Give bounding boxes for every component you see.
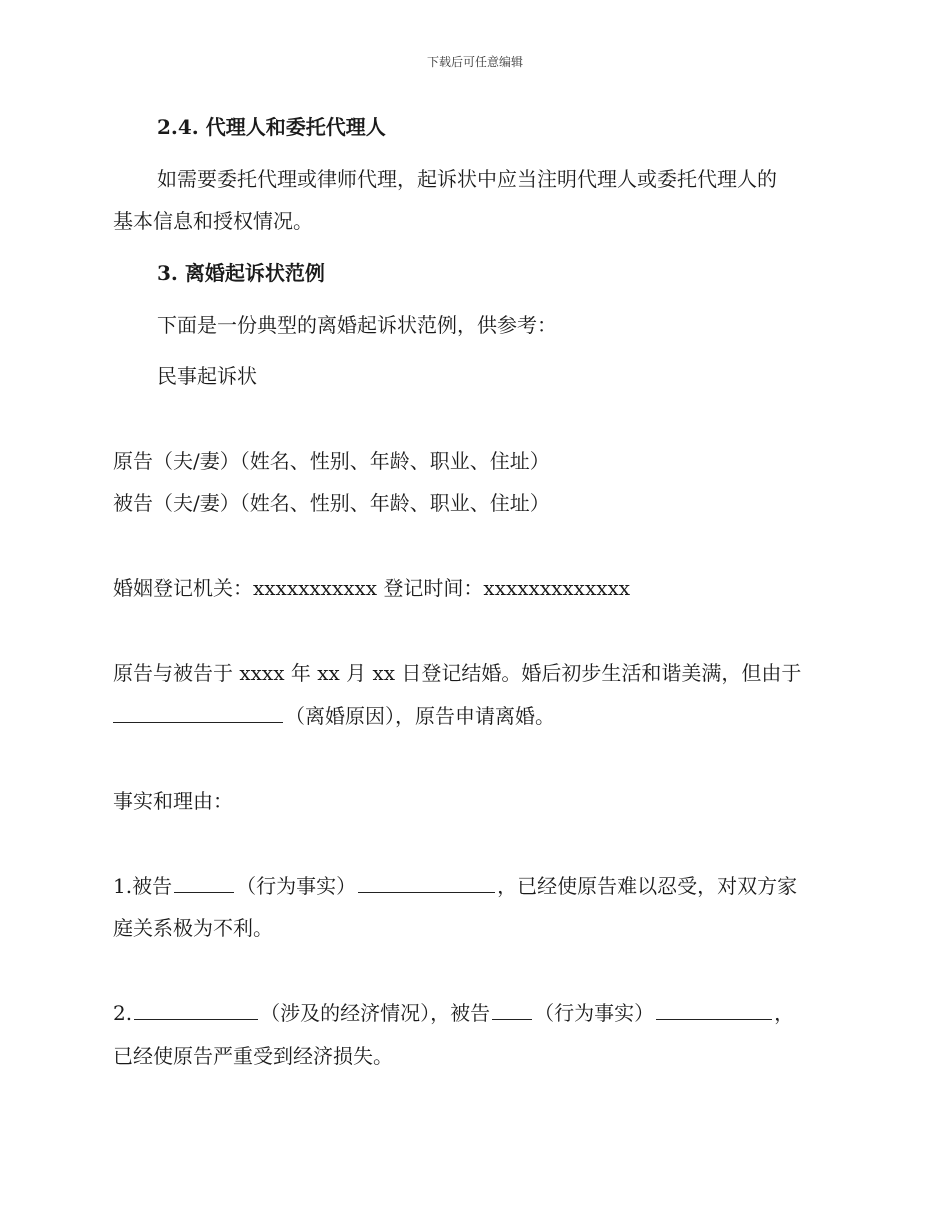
section-3-intro: 下面是一份典型的离婚起诉状范例，供参考： xyxy=(157,313,557,337)
fact2-line2: 已经使原告严重受到经济损失。 xyxy=(113,1044,393,1068)
registration-line: 婚姻登记机关：xxxxxxxxxxx 登记时间：xxxxxxxxxxxxx xyxy=(113,576,631,600)
section-3-title: 3. 离婚起诉状范例 xyxy=(157,261,325,285)
page-header: 下载后可任意编辑 xyxy=(426,55,523,69)
blank-fact2-c xyxy=(656,1018,772,1020)
fact2-mid1: （涉及的经济情况），被告 xyxy=(260,1001,491,1025)
blank-fact1-b xyxy=(358,891,495,893)
section-2-4-paragraph-line2: 基本信息和授权情况。 xyxy=(113,209,313,233)
defendant-line: 被告（夫/妻）（姓名、性别、年龄、职业、住址） xyxy=(113,491,550,515)
blank-divorce-reason xyxy=(113,721,283,723)
plaintiff-line: 原告（夫/妻）（姓名、性别、年龄、职业、住址） xyxy=(113,449,550,473)
facts-heading: 事实和理由： xyxy=(113,789,233,813)
marriage-line2 xyxy=(113,693,835,739)
fact1-prefix: 1.被告 xyxy=(113,874,173,898)
section-2-4-title: 2.4. 代理人和委托代理人 xyxy=(157,115,386,139)
fact2-prefix: 2. xyxy=(113,1001,133,1025)
fact1-line1 xyxy=(113,863,835,909)
blank-fact2-a xyxy=(134,1018,258,1020)
blank-fact1-a xyxy=(174,891,234,893)
fact2-mid2: （行为事实） xyxy=(534,1001,655,1025)
fact2-after: ， xyxy=(774,1001,795,1025)
marriage-line1: 原告与被告于 xxxx 年 xx 月 xx 日登记结婚。婚后初步生活和谐美满，但由于 xyxy=(113,661,802,685)
complaint-title: 民事起诉状 xyxy=(157,364,257,388)
fact1-after: ，已经使原告难以忍受，对双方家 xyxy=(497,874,798,898)
section-2-4-paragraph-line1: 如需要委托代理或律师代理，起诉状中应当注明代理人或委托代理人的 xyxy=(157,167,777,191)
fact1-mid: （行为事实） xyxy=(236,874,357,898)
fact1-line2: 庭关系极为不利。 xyxy=(113,916,273,940)
fact2-line1 xyxy=(113,990,835,1036)
blank-fact2-b xyxy=(492,1018,532,1020)
marriage-line2-text: （离婚原因），原告申请离婚。 xyxy=(285,704,555,728)
